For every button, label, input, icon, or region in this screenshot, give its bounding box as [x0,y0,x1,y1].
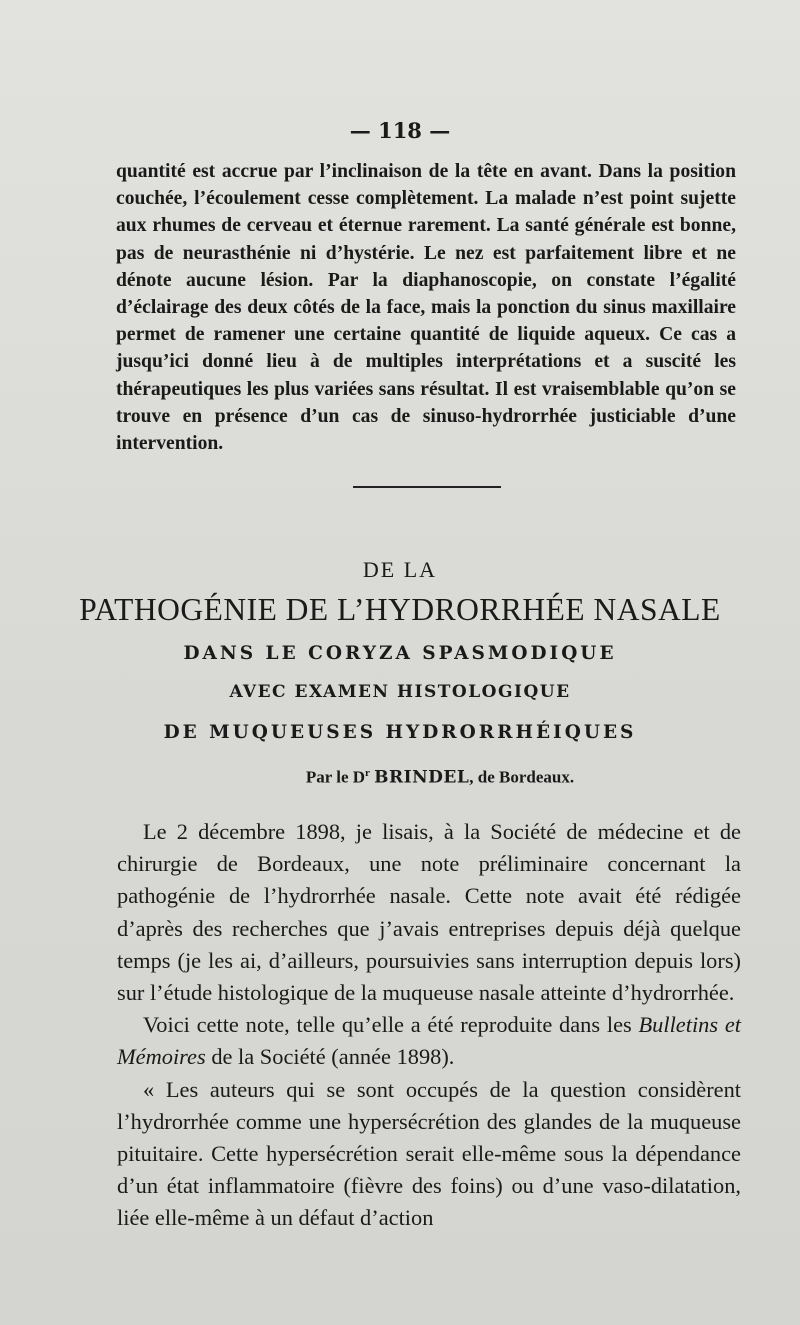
body-paragraph-1: Le 2 décembre 1898, je lisais, à la Société de médecine et de chirurgie de Bordeaux, une note préliminaire concernant la pathogénie de l’hydrorrhée nasale. Cette note avait été rédigée d’après des recherches que j’avais entreprises depuis déjà quelque temps (je les ai, d’ailleurs, poursuivies sans interruption depuis lors) sur l’étude histologique de la muqueuse nasale atteinte d’hydrorrhée. [117,819,741,1006]
article-body [117,816,741,1235]
section-divider [353,486,501,488]
body-paragraph-2 [117,1009,741,1073]
continued-paragraph: quantité est accrue par l’inclinaison de la tête en avant. Dans la position couchée, l’écoulement cesse complètement. La malade n’est point sujette aux rhumes de cerveau et éternue rarement. La santé générale est bonne, pas de neurasthénie ni d’hystérie. Le nez est parfaitement libre et ne dénote aucune lésion. Par la diaphanoscopie, on constate l’égalité d’éclairage des deux côtés de la face, mais la ponction du sinus maxillaire permet de ramener une certaine quantité de liquide aqueux. Ce cas a jusqu’ici donné lieu à de multiples interprétations et a suscité les thérapeutiques les plus variées sans résultat. Il est vraisemblable qu’on se trouve en présence d’un cas de sinuso-hydrorrhée justiciable d’une intervention. [116,161,736,455]
article-pre-title: DE LA [362,557,438,582]
byline-prefix: Par le D [305,767,366,787]
author-name: BRINDEL [374,767,470,788]
body-paragraph-3: « Les auteurs qui se sont occupés de la question considèrent l’hydrorrhée comme une hypersécrétion des glandes de la muqueuse pituitaire. Cette hypersécrétion serait elle-même sous la dépendance d’un état inflammatoire (fièvre des foins) ou d’une vaso-dilatation, liée elle-même à un défaut d’action [117,1076,741,1231]
article-title: PATHOGÉNIE DE L’HYDRORRHÉE NASALE [79,592,721,627]
byline-sup: r [365,767,370,779]
byline-suffix: , de Bordeaux. [469,767,575,787]
article-subtitle-1: DANS LE CORYZA SPASMODIQUE [183,643,617,664]
article-subtitle-2: AVEC EXAMEN HISTOLOGIQUE [229,682,571,702]
article-subtitle-3: DE MUQUEUSES HYDRORRHÉIQUES [163,722,637,743]
p2-italic-title: Bulletins et Mémoires [117,1012,742,1070]
page-number: — 118 — [349,118,451,143]
author-byline [40,767,800,788]
p2-text-before: Voici cette note, telle qu’elle a été reproduite dans les [143,1012,639,1038]
p2-text-after: de la Société (année 1898). [205,1044,455,1070]
